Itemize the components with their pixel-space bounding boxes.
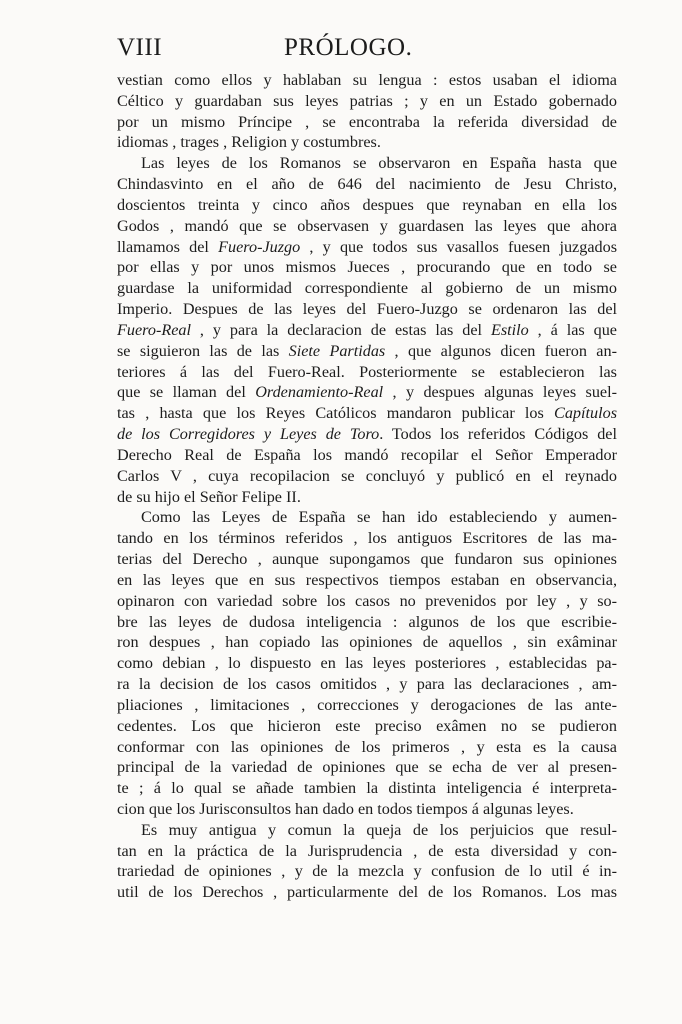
- text-line: [117, 403, 617, 424]
- italic-text: Fuero-Juzgo: [218, 237, 301, 256]
- text-run: como debian , lo dispuesto en las leyes posteriores , establecidas pa-: [117, 654, 617, 673]
- text-line: [117, 153, 617, 174]
- text-line: [117, 612, 617, 633]
- text-run: Derecho Real de España los mandó recopilar el Señor Emperador: [117, 445, 617, 464]
- text-run: , que algunos dicen fueron an-: [385, 341, 617, 360]
- text-line: [117, 757, 617, 778]
- text-run: Chindasvinto en el año de 646 del nacimiento de Jesu Christo,: [117, 175, 617, 194]
- text-line: [117, 216, 617, 237]
- text-run: Carlos V , cuya recopilacion se concluyó y publicó en el reynado: [117, 466, 617, 485]
- text-run: bre las leyes de dudosa inteligencia : algunos de los que escribie-: [117, 612, 617, 631]
- italic-text: Fuero-Real: [117, 320, 192, 339]
- text-line: [117, 112, 617, 133]
- text-run: en las leyes que en sus respectivos tiempos estaban en observancia,: [117, 570, 617, 589]
- text-line: [117, 528, 617, 549]
- text-run: principal de la variedad de opiniones que se echa de ver al presen-: [117, 758, 617, 777]
- text-line: [117, 320, 617, 341]
- text-run: llamamos del: [117, 237, 219, 256]
- italic-text: Capítulos: [554, 404, 617, 423]
- text-line: [117, 570, 617, 591]
- text-line: [117, 549, 617, 570]
- text-run: se siguieron las de las: [117, 341, 289, 360]
- text-run: , y que todos sus vasallos fuesen juzgados: [300, 237, 617, 256]
- text-run: cedentes. Los que hicieron este preciso exâmen no se pudieron: [117, 716, 617, 735]
- text-line: [117, 695, 617, 716]
- text-run: opinaron con variedad sobre los casos no prevenidos por ley , y so-: [117, 591, 617, 610]
- text-line: [117, 445, 617, 466]
- text-run: doscientos treinta y cinco años despues que reynaban en ella los: [117, 195, 617, 214]
- text-run: . Todos los referidos Códigos del: [379, 425, 617, 444]
- text-run: de su hijo el Señor Felipe II.: [117, 487, 301, 506]
- italic-text: de los Corregidores y Leyes de Toro: [117, 425, 380, 444]
- text-line: [117, 674, 617, 695]
- text-line: [117, 299, 617, 320]
- text-run: Las leyes de los Romanos se observaron en España hasta que: [141, 154, 617, 173]
- text-run: , y despues algunas leyes suel-: [383, 383, 617, 402]
- text-run: tan en la práctica de la Jurisprudencia , de esta diversidad y con-: [117, 841, 617, 860]
- text-run: ra la decision de los casos omitidos , y para las declaraciones , am-: [117, 675, 617, 694]
- text-line: [117, 799, 617, 820]
- text-line: [117, 778, 617, 799]
- text-line: [117, 91, 617, 112]
- text-run: , y para la declaracion de estas las del: [191, 320, 491, 339]
- text-run: cion que los Jurisconsultos han dado en todos tiempos á algunas leyes.: [117, 799, 574, 818]
- text-line: [117, 632, 617, 653]
- text-run: por ellas y por unos mismos Jueces , procurando que en todo se: [117, 258, 617, 277]
- page-number: VIII: [117, 34, 163, 61]
- text-line: [117, 70, 617, 91]
- text-run: Imperio. Despues de las leyes del Fuero-Juzgo se ordenaron las del: [117, 300, 617, 319]
- text-line: [117, 820, 617, 841]
- text-run: idiomas , trages , Religion y costumbres.: [117, 133, 381, 152]
- text-line: [117, 861, 617, 882]
- text-run: tando en los términos referidos , los antiguos Escritores de las ma-: [117, 529, 617, 548]
- text-run: trariedad de opiniones , y de la mezcla y confusion de lo util é in-: [117, 862, 617, 881]
- text-run: util de los Derechos , particularmente del de los Romanos. Los mas: [117, 883, 617, 902]
- italic-text: Siete Partidas: [288, 341, 386, 360]
- text-run: guardase la uniformidad correspondiente al gobierno de un mismo: [117, 279, 617, 298]
- text-run: Como las Leyes de España se han ido estableciendo y aumen-: [141, 508, 617, 527]
- text-run: conformar con las opiniones de los primeros , y esta es la causa: [117, 737, 617, 756]
- text-run: Céltico y guardaban sus leyes patrias ; y en un Estado gobernado: [117, 91, 617, 110]
- text-run: teriores á las del Fuero-Real. Posteriormente se establecieron las: [117, 362, 617, 381]
- text-line: [117, 257, 617, 278]
- running-title: PRÓLOGO.: [284, 34, 413, 61]
- text-line: [117, 487, 617, 508]
- text-line: [117, 737, 617, 758]
- text-run: Godos , mandó que se observasen y guardasen las leyes que ahora: [117, 216, 617, 235]
- text-run: vestian como ellos y hablaban su lengua : estos usaban el idioma: [117, 71, 617, 89]
- text-line: [117, 882, 617, 903]
- body-text: [117, 70, 617, 903]
- italic-text: Estilo: [490, 320, 529, 339]
- text-line: [117, 278, 617, 299]
- text-run: por un mismo Príncipe , se encontraba la referida diversidad de: [117, 112, 617, 131]
- text-run: Es muy antigua y comun la queja de los perjuicios que resul-: [141, 820, 617, 839]
- text-run: , á las que: [528, 320, 617, 339]
- text-line: [117, 591, 617, 612]
- text-run: pliaciones , limitaciones , correcciones y derogaciones de las ante-: [117, 695, 617, 714]
- text-line: [117, 195, 617, 216]
- text-run: terias del Derecho , aunque supongamos que fundaron sus opiniones: [117, 550, 617, 569]
- text-line: [117, 424, 617, 445]
- text-line: [117, 237, 617, 258]
- text-line: [117, 716, 617, 737]
- text-run: ron despues , han copiado las opiniones de aquellos , sin exâminar: [117, 633, 617, 652]
- text-run: te ; á lo qual se añade tambien la distinta inteligencia é interpreta-: [117, 779, 617, 798]
- text-line: [117, 653, 617, 674]
- text-line: [117, 362, 617, 383]
- text-line: [117, 174, 617, 195]
- text-line: [117, 507, 617, 528]
- text-line: [117, 466, 617, 487]
- page-header: [117, 34, 612, 64]
- text-line: [117, 841, 617, 862]
- text-line: [117, 341, 617, 362]
- text-run: que se llaman del: [117, 383, 256, 402]
- italic-text: Ordenamiento-Real: [255, 383, 384, 402]
- text-line: [117, 132, 617, 153]
- text-run: tas , hasta que los Reyes Católicos mandaron publicar los: [117, 404, 555, 423]
- text-line: [117, 382, 617, 403]
